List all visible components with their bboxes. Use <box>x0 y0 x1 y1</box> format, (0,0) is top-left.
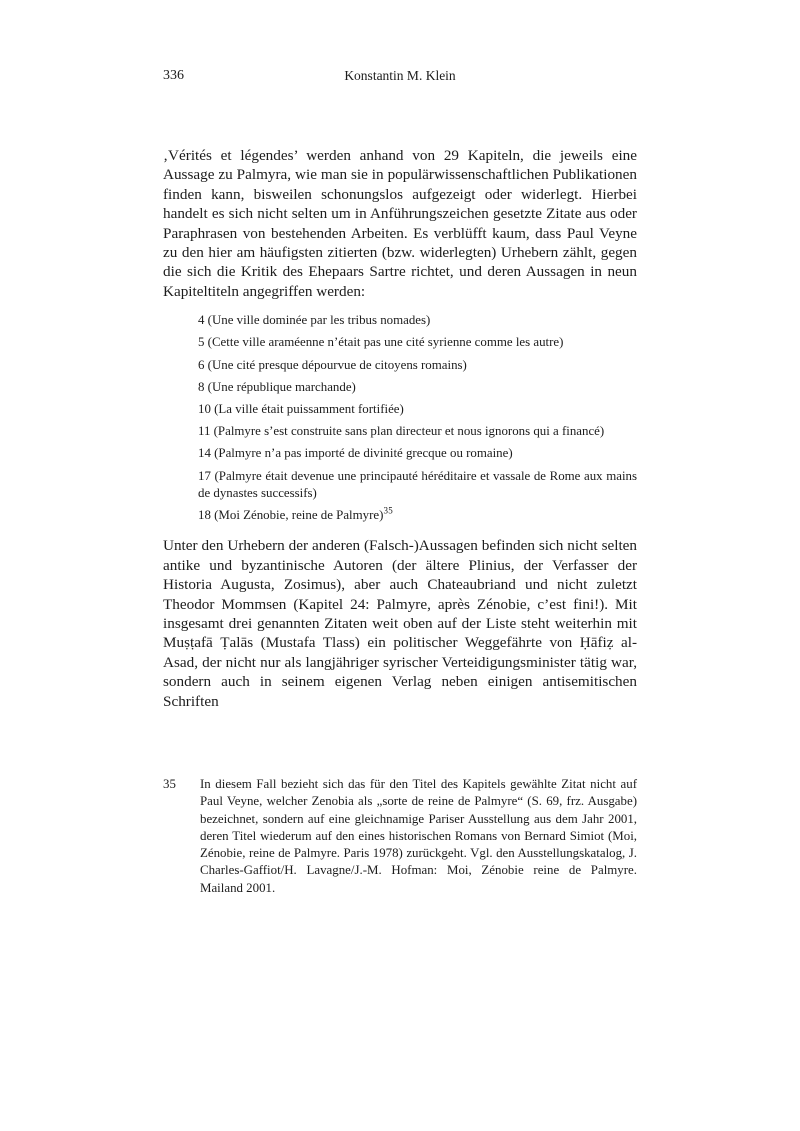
running-header-title: Konstantin M. Klein <box>344 68 456 83</box>
chapter-quote-list <box>198 312 637 524</box>
chapter-quote-item: 4 (Une ville dominée par les tribus nomades) <box>198 313 431 328</box>
footnote-reference-marker: 35 <box>383 505 394 516</box>
closing-paragraph: Unter den Urhebern der anderen (Falsch-)Aussagen befinden sich nicht selten antike und byzantinische Autoren (der ältere Plinius, der Verfasser der Historia Augusta, Zosimus), aber auch Chateaubriand und nicht zuletzt Theodor Mommsen (Kapitel 24: Palmyre, après Zénobie, c’est fini!). Mit insgesamt drei genannten Zitaten weit oben auf der Liste steht weiterhin mit Muṣṭafā Ṭalās (Mustafa Tlass) ein politischer Weggefährte von Ḥāfiẓ al-Asad, der nicht nur als langjähriger syrischer Verteidigungsminister tätig war, sondern auch in seinem eigenen Verlag neben einigen antisemitischen Schriften <box>163 537 637 710</box>
footnote-text: In diesem Fall bezieht sich das für den Titel des Kapitels gewählte Zitat nicht auf Paul Veyne, welcher Zenobia als „sorte de reine de Palmyre“ (S. 69, frz. Ausgabe) bezeichnet, sondern auf eine gleichnamige Pariser Ausstellung aus dem Jahr 2001, deren Titel wiederum auf den eines historischen Romans von Bernard Simiot (Moi, Zénobie, reine de Palmyre. Paris 1978) zurückgeht. Vgl. den Ausstellungskatalog, J. Charles-Gaffiot/H. Lavagne/J.-M. Hofman: Moi, Zénobie reine de Palmyre. Mailand 2001. <box>200 777 637 895</box>
running-header <box>163 68 637 88</box>
chapter-quote-item <box>198 507 637 524</box>
chapter-quote-item: 5 (Cette ville araméenne n’était pas une cité syrienne comme les autre) <box>198 335 564 350</box>
chapter-quote-text: 18 (Moi Zénobie, reine de Palmyre) <box>198 508 384 523</box>
chapter-quote-item: 14 (Palmyre n’a pas importé de divinité grecque ou romaine) <box>198 446 513 461</box>
footnote-section <box>163 776 637 897</box>
footnote-entry <box>163 776 637 897</box>
page-number: 336 <box>163 68 184 83</box>
chapter-quote-item: 17 (Palmyre était devenue une principauté héréditaire et vassale de Rome aux mains de dynastes successifs) <box>198 468 637 500</box>
page-body <box>163 146 637 711</box>
chapter-quote-item: 11 (Palmyre s’est construite sans plan directeur et nous ignorons qui a financé) <box>198 424 605 439</box>
intro-paragraph: ‚Vérités et légendes’ werden anhand von 29 Kapiteln, die jeweils eine Aussage zu Palmyra, wie man sie in populärwissenschaftlichen Publikationen finden kann, bisweilen schonungslos aufgezeigt oder widerlegt. Hierbei handelt es sich nicht selten um in Anführungszeichen gesetzte Zitate aus oder Paraphrasen von bestehenden Arbeiten. Es verblüfft kaum, dass Paul Veyne zu den hier am häufigsten zitierten (bzw. widerlegten) Urhebern zählt, gegen die sich die Kritik des Ehepaars Sartre richtet, und deren Aussagen in neun Kapiteltiteln angegriffen werden: <box>163 147 637 300</box>
chapter-quote-item: 10 (La ville était puissamment fortifiée) <box>198 402 404 417</box>
chapter-quote-item: 6 (Une cité presque dépourvue de citoyens romains) <box>198 357 467 372</box>
footnote-number: 35 <box>163 777 176 791</box>
chapter-quote-item: 8 (Une république marchande) <box>198 379 356 394</box>
